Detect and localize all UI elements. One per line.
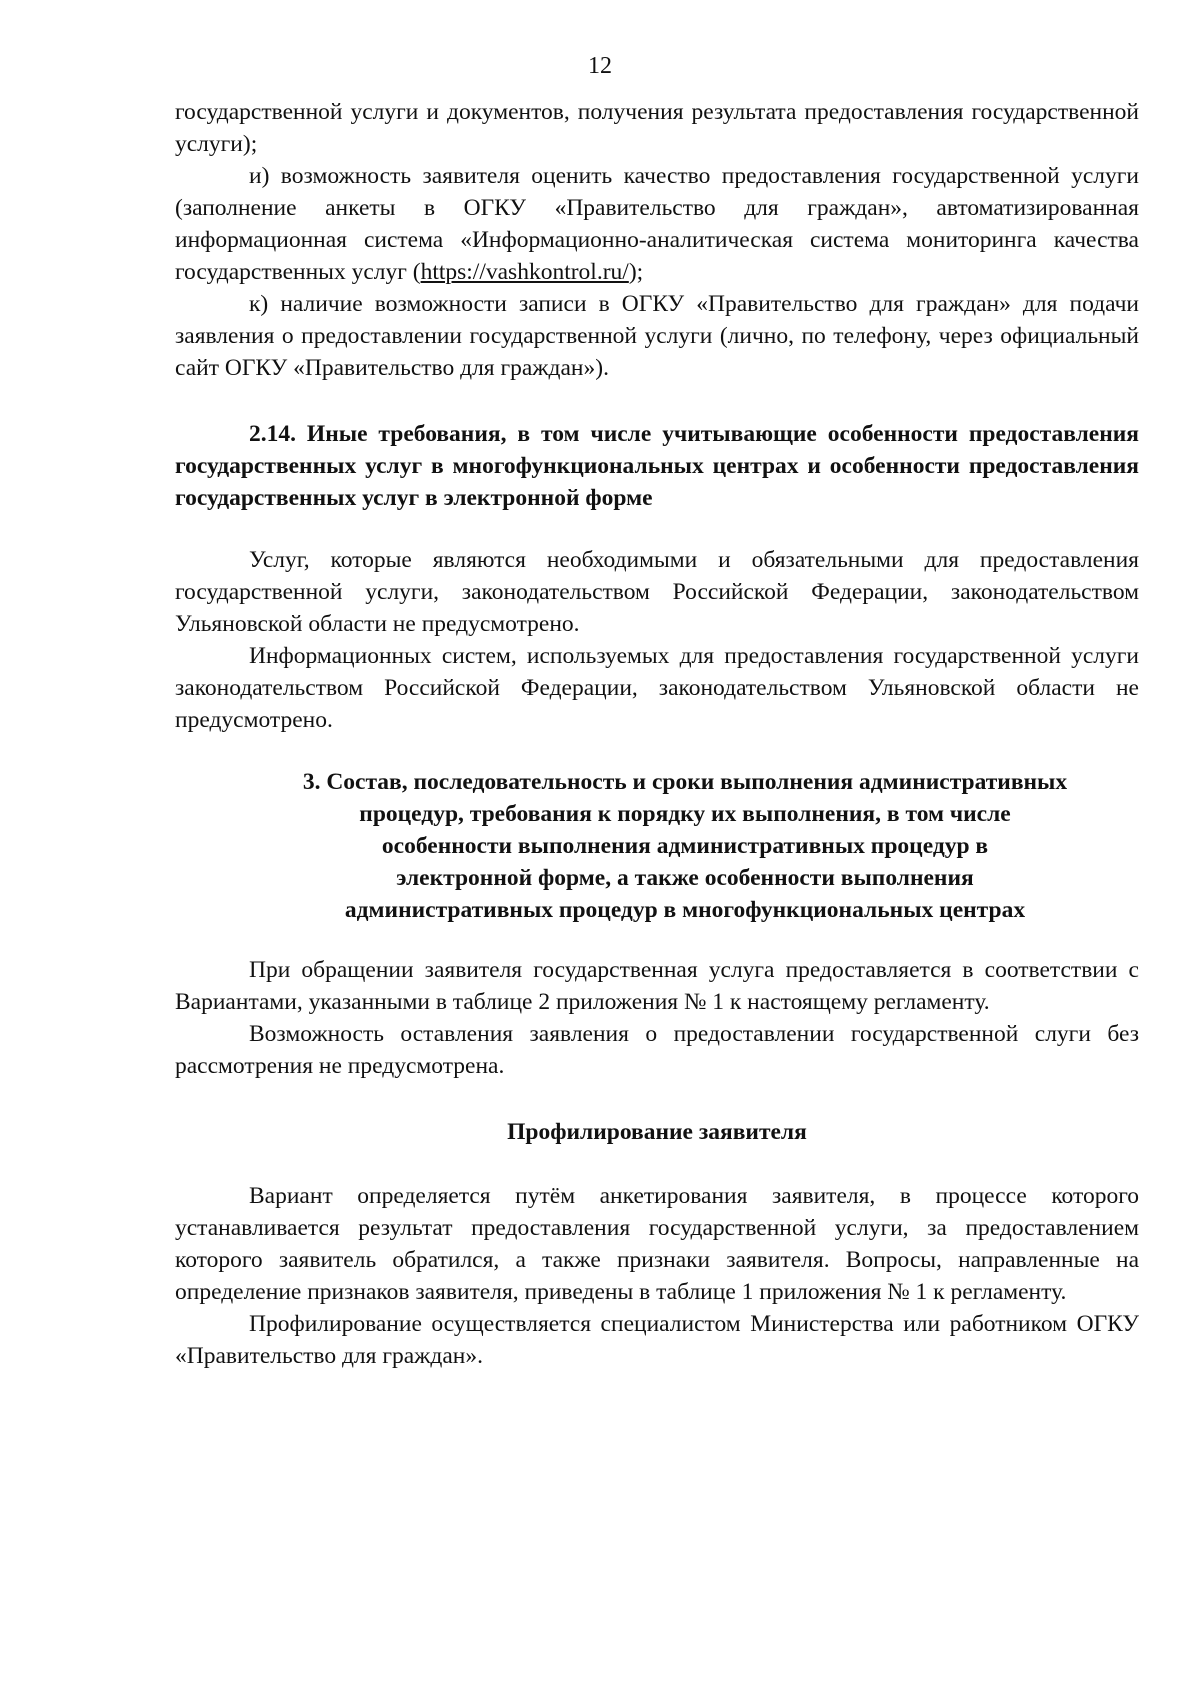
paragraph-item-i <box>175 160 1139 288</box>
paragraph-no-review: Возможность оставления заявления о предоставлении государственной слуги без рассмотрения не предусмотрена. <box>175 1021 1139 1079</box>
paragraph-information-systems: Информационных систем, используемых для предоставления государственной услуги законодательством Российской Федерации, законодательством Ульяновской области не предусмотрено. <box>175 643 1139 733</box>
chapter-3-heading-line: административных процедур в многофункциональных центрах <box>344 897 1026 923</box>
paragraph-variants: При обращении заявителя государственная услуга предоставляется в соответствии с Вариантами, указанными в таблице 2 приложения № 1 к настоящему регламенту. <box>175 957 1139 1015</box>
paragraph-variant-definition: Вариант определяется путём анкетирования заявителя, в процессе которого устанавливается результат предоставления государственной услуги, за предоставлением которого заявитель обратился, а также признаки заявителя. Вопросы, направленные на определение признаков заявителя, приведены в таблице 1 приложения № 1 к регламенту. <box>175 1183 1139 1305</box>
vashkontrol-link[interactable]: https://vashkontrol.ru/ <box>420 259 629 285</box>
document-body <box>175 96 1139 1372</box>
chapter-3-heading-line: процедур, требования к порядку их выполнения, в том числе <box>359 801 1011 827</box>
paragraph-item-i-end: ); <box>628 259 644 285</box>
paragraph-continuation: государственной услуги и документов, получения результата предоставления государственной услуги); <box>175 99 1139 157</box>
paragraph-item-i-text: и) возможность заявителя оценить качество предоставления государственной услуги (заполнение анкеты в ОГКУ «Правительство для граждан», автоматизированная информационная система «Информационно-аналитическая система мониторинга качества государственных услуг ( <box>175 163 1139 285</box>
paragraph-item-k: к) наличие возможности записи в ОГКУ «Правительство для граждан» для подачи заявления о предоставлении государственной услуги (лично, по телефону, через официальный сайт ОГКУ «Правительство для граждан»). <box>175 291 1139 381</box>
paragraph-profiling-performer: Профилирование осуществляется специалистом Министерства или работником ОГКУ «Правительство для граждан». <box>175 1311 1139 1369</box>
page-number: 12 <box>588 53 612 79</box>
chapter-3-heading <box>175 766 1139 926</box>
section-2-14-heading: 2.14. Иные требования, в том числе учитывающие особенности предоставления государственных услуг в многофункциональных центрах и особенности предоставления государственных услуг в электронной форме <box>175 421 1139 511</box>
chapter-3-heading-line: электронной форме, а также особенности выполнения <box>396 865 974 891</box>
chapter-3-heading-line: особенности выполнения административных процедур в <box>381 833 989 859</box>
paragraph-services: Услуг, которые являются необходимыми и обязательными для предоставления государственной услуги, законодательством Российской Федерации, законодательством Ульяновской области не предусмотрено. <box>175 547 1139 637</box>
profiling-heading: Профилирование заявителя <box>507 1119 807 1145</box>
chapter-3-heading-line: 3. Состав, последовательность и сроки выполнения административных <box>302 769 1068 795</box>
